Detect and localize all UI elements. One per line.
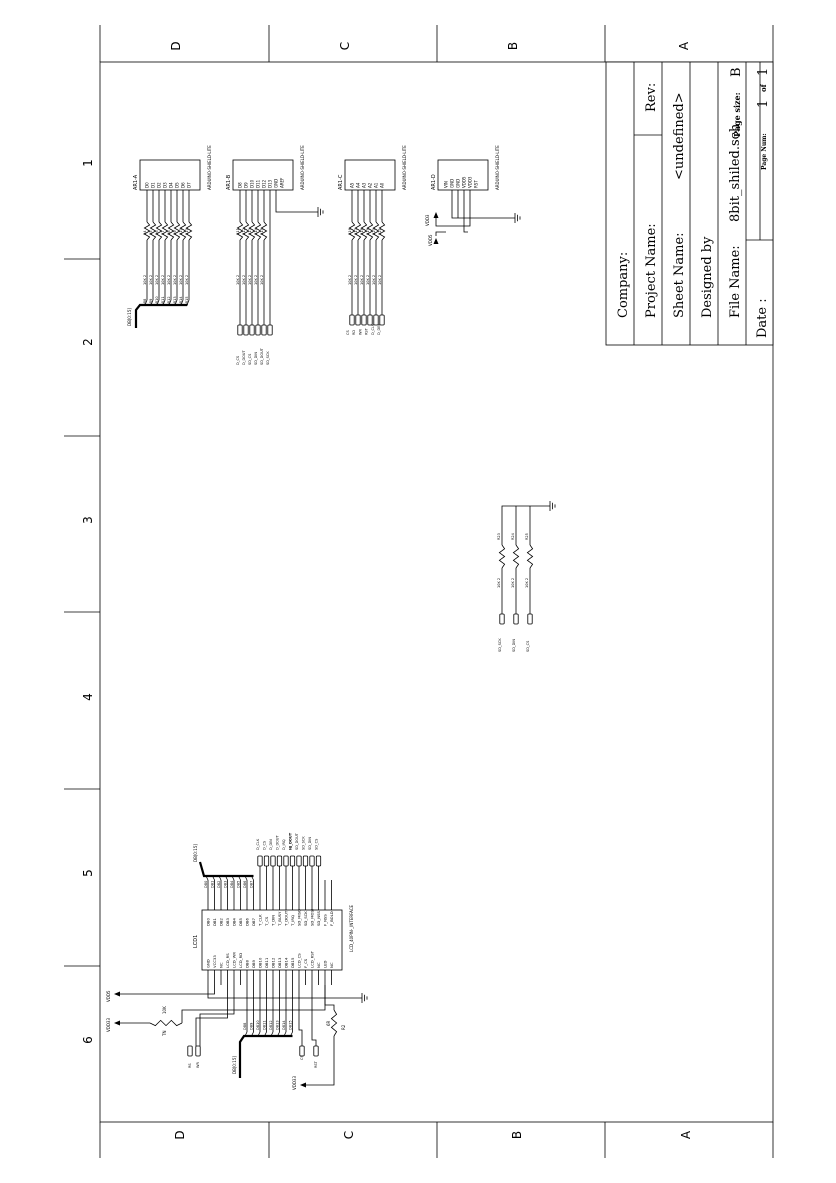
ar1c-net-label: D_DIN — [377, 324, 381, 335]
ar1a-bus-label: DB[0:15] — [127, 308, 132, 326]
lcd-bottom-net-label: DB10 — [256, 1020, 260, 1030]
lcd-left-pin: LCD_RD — [238, 952, 243, 968]
ar1b-net-terminal — [262, 325, 266, 335]
lcd-bottom-net-label: DB14 — [282, 1020, 286, 1030]
lcd-bottom-net-label: DB11 — [262, 1020, 267, 1030]
lcd-left-pin: NC — [329, 962, 334, 968]
ar1c-net-terminal — [362, 315, 366, 325]
lcd-vdd33b-label: VDD33 — [292, 1076, 297, 1090]
ar1b-pin-label: D12 — [261, 179, 267, 188]
ar1b-gnd-wire — [276, 190, 318, 212]
lcd-signal-label: D_CS — [262, 840, 267, 850]
ar1a-net-label: DB11 — [161, 296, 165, 306]
sd-net-label: SD_SCK — [498, 638, 502, 652]
ar1a-pin-label: D4 — [168, 182, 174, 188]
lcd-right-pin: SD_SCK — [303, 911, 308, 926]
ar1b-net-label: SD_DOUT — [260, 348, 264, 365]
ar1d-pin-label: VDD3 — [467, 176, 473, 188]
lcd-right-pin: T_DIN — [270, 914, 276, 926]
lcd-right-pin: DB1 — [212, 918, 217, 926]
lcd-right-pin: DB7 — [251, 918, 256, 926]
ar1a-pin-label: D5 — [174, 182, 180, 188]
lcd-left-pin: LCD_RS — [225, 953, 230, 968]
tb-page-size-value: B — [729, 67, 744, 77]
border-row-label: C — [342, 1130, 356, 1140]
lcd-top-net-label: DB0 — [204, 880, 208, 888]
ar1c-net-terminal — [356, 315, 360, 325]
tb-designed-by: Designed by — [700, 236, 715, 318]
lcd-left-pin: NC — [218, 962, 224, 968]
tb-sheet-name-value: <undefined> — [672, 92, 687, 180]
ar1c-res-ref: R18 — [360, 228, 364, 235]
power-arrow — [434, 212, 439, 218]
ar1b-res-ref: R12 — [242, 228, 246, 235]
ar1b-res-ref: R11 — [236, 228, 240, 235]
ar1c-net-terminal — [368, 315, 372, 325]
sd-net-terminal — [514, 614, 518, 624]
lcd-r2-ref: R2 — [341, 1024, 346, 1030]
power-arrow — [434, 238, 439, 244]
lcd-left-pin: DB9 — [251, 960, 256, 968]
lcd-right-pin: T_DOUT — [283, 910, 289, 926]
lcd-signal-label: SD_DOUT — [295, 833, 299, 850]
lcd-left-pin: GND — [205, 959, 211, 968]
border-col-labels — [81, 159, 95, 1044]
ar1b-pin-label: D10 — [249, 179, 255, 188]
lcd-r2-wire — [325, 985, 334, 1010]
ar1a-pin-label: D3 — [162, 182, 168, 188]
ar1a-res-ref: R5 — [149, 230, 153, 235]
ar1c-res-ref: R19 — [366, 228, 370, 235]
lcd-left-pin: NC — [316, 962, 321, 968]
lcd-vdd5-wire — [120, 985, 215, 994]
tb-page-size-label: Page size: — [732, 92, 742, 137]
ar1c-pin-label: A0 — [379, 182, 385, 188]
border-row-label: A — [677, 41, 691, 51]
ar1b-res-value: 10K 2 — [260, 274, 264, 285]
ar1a-pin-label: D6 — [180, 182, 186, 188]
ar1c-res-value: 10K 2 — [378, 274, 382, 285]
ar1b-pin-label: GND — [273, 178, 279, 188]
ar1a-part: ARDUINO-SHIELD-LITE — [207, 145, 212, 190]
ar1c-net-label: RD — [352, 329, 357, 335]
ar1b-ref: AR1-B — [226, 174, 232, 190]
ar1a-pin-label: D2 — [156, 182, 162, 188]
lcd-signal-terminal — [264, 856, 268, 866]
ar1c-pin-label: A2 — [367, 182, 373, 188]
ar1a-res-ref: R7 — [161, 230, 165, 235]
lcd-signal-terminal — [303, 856, 307, 866]
lcd-left-pin: DB12 — [270, 957, 276, 968]
ar1d-vdd3-label: VDD3 — [425, 214, 430, 226]
tb-date: Date : — [755, 298, 770, 338]
lcd-signal-terminal — [284, 856, 288, 866]
ar1b-net-label: D_CS — [236, 355, 240, 365]
sd-net-terminal — [500, 614, 504, 624]
ar1d-pin-label: RST — [473, 180, 479, 188]
lcd-top-net-label: DB3 — [223, 880, 228, 888]
sd-res-value: 10K 2 — [525, 577, 529, 588]
ar1b-res-value: 10K 2 — [242, 274, 246, 285]
ar1d-part: ARDUINO-SHIELD-LITE — [495, 145, 500, 190]
ar1a-res-ref: R4 — [143, 230, 147, 235]
tb-page-num-label: Page Num: — [761, 133, 768, 170]
lcd-wr-label: WR — [196, 1062, 200, 1068]
ar1c-res-value: 10K 2 — [360, 274, 364, 285]
power-arrow — [114, 992, 120, 997]
ar1a-pin-label: D0 — [144, 182, 150, 188]
ar1a-res-ref: R10 — [185, 228, 189, 235]
border-row-labels-bottom — [173, 1130, 693, 1140]
ar1a-res-value: 10K 2 — [143, 274, 147, 285]
border-col-label: 2 — [81, 338, 95, 346]
lcd-signal-terminal — [316, 856, 320, 866]
border-row-label: D — [169, 41, 183, 51]
ar1a-res-value: 10K 2 — [167, 274, 171, 285]
ar1a-pin-label: D7 — [186, 182, 192, 188]
ar1b-net-label: SD_SCK — [266, 351, 270, 365]
sd-res-ref: R25 — [525, 533, 529, 540]
ar1b-pin-label: D11 — [255, 179, 261, 188]
lcd-left-pin: F_CS — [303, 958, 308, 968]
sd-net-label: SD_CS — [526, 640, 530, 652]
ar1c-net-label: CS — [346, 330, 350, 335]
lcd-left-pin: LED — [322, 960, 328, 968]
ar1c-res-ref: R20 — [372, 228, 376, 235]
ar1b-res-value: 10K 2 — [254, 274, 258, 285]
lcd-bottom-net-label: DB9 — [249, 1022, 254, 1030]
lcd-signal-terminal — [290, 856, 294, 866]
schematic-content — [106, 145, 555, 1090]
lcd-bottom-bus-label: DB[0:15] — [232, 1056, 237, 1074]
title-block — [606, 62, 773, 345]
lcd-left-pin: DB8 — [244, 960, 250, 968]
ar1c-pin-label: A4 — [355, 182, 361, 188]
lcd-rst-label: RST — [314, 1061, 318, 1068]
lcd-signal-label: SD_DIN — [308, 836, 312, 850]
lcd-r2-value: 6R — [326, 1020, 331, 1026]
lcd-bottom-net-label: DB8 — [243, 1022, 247, 1030]
ar1a-net-label: DB9 — [149, 298, 153, 306]
lcd-right-pin: DB6 — [244, 918, 250, 926]
lcd-signal-label: SD_CS — [314, 838, 319, 850]
border-col-label: 6 — [81, 1036, 95, 1044]
lcd-right-pin: DB4 — [231, 918, 237, 926]
ar1d-pin-label: VIN — [443, 181, 449, 188]
ar1a-res-value: 10K 2 — [161, 274, 165, 285]
ar1b-net-label: SD_DIN — [254, 351, 258, 365]
lcd-vdd33-label: VDD33 — [106, 1018, 111, 1032]
lcd-cs-label: CS — [300, 1055, 304, 1060]
ar1a-net-label: DB15 — [185, 296, 189, 306]
ar1d-vdd5-wire — [436, 232, 446, 236]
lcd-right-pin: DB0 — [205, 918, 211, 926]
ar1a-res-ref: R6 — [155, 230, 159, 235]
lcd-top-net-label: DB7 — [249, 880, 254, 888]
lcd-right-pin: F_NSS — [322, 914, 328, 926]
resistor — [527, 545, 532, 568]
lcd-right-pin: DB3 — [225, 918, 230, 926]
ar1a-res-value: 10K 2 — [185, 274, 189, 285]
ar1c-net-terminal — [374, 315, 378, 325]
ar1b-net-terminal — [250, 325, 254, 335]
lcd-rst-terminal — [314, 1046, 318, 1056]
border-row-label: B — [510, 1130, 524, 1140]
lcd-right-pin: SD_NSS — [316, 911, 321, 926]
lcd-left-pin: VCC33 — [212, 955, 217, 968]
ar1a-res-value: 10K 2 — [155, 274, 159, 285]
ar1c-res-value: 10K 2 — [348, 274, 352, 285]
resistor — [150, 1020, 182, 1025]
ar1c-res-ref: R16 — [348, 228, 352, 235]
lcd-ref: LCD1 — [193, 934, 199, 948]
lcd-signal-terminal — [297, 856, 301, 866]
tb-file-name-value: 8bit_shiled.sch — [728, 123, 743, 222]
tb-rev: Rev: — [644, 82, 659, 112]
ar1b-pin-label: D9 — [243, 182, 249, 188]
lcd-top-net-label: DB2 — [217, 880, 221, 888]
lcd-rs-label: RS — [188, 1063, 192, 1068]
ar1c-pin-label: A3 — [361, 182, 367, 188]
ar1c-pin-label: A1 — [373, 182, 379, 188]
lcd-wr-terminal — [196, 1046, 200, 1056]
border-col-label: 5 — [81, 869, 95, 877]
lcd-left-pin: DB15 — [290, 957, 295, 968]
power-arrow — [114, 1021, 120, 1026]
ar1b-net-label: D_DOUT — [242, 350, 246, 365]
tb-page-num-value: 1 — [756, 99, 771, 108]
ar1c-ref: AR1-C — [338, 174, 344, 190]
ar1c-net-label: WR — [358, 329, 363, 335]
ar1d-pin-label: GND — [455, 178, 461, 188]
lcd-left-pin: DB10 — [257, 957, 263, 968]
tb-page-of: of — [759, 84, 768, 92]
ar1b-res-ref: R15 — [260, 228, 264, 235]
ar1a-net-label: DB14 — [179, 296, 183, 306]
ar1a-net-label: DB10 — [155, 296, 159, 306]
ar1b-res-value: 10K 2 — [248, 274, 252, 285]
lcd-top-net-label: DB5 — [236, 880, 241, 888]
lcd-signal-terminal — [258, 856, 262, 866]
ar1a-res-ref: R9 — [173, 230, 177, 235]
lcd-left-pin: DB14 — [283, 957, 289, 968]
lcd-r1-value2: TN — [162, 1030, 167, 1036]
lcd-right-pin: DB2 — [218, 918, 224, 926]
sd-res-value: 10K 2 — [497, 577, 501, 588]
ar1b-net-terminal — [244, 325, 248, 335]
border-row-label: D — [173, 1130, 187, 1140]
lcd-right-pin: SD_MISO — [296, 908, 302, 926]
border-col-label: 3 — [81, 516, 95, 524]
sd-net-terminal — [528, 614, 532, 624]
lcd-bottom-bus — [240, 1036, 293, 1078]
resistor — [331, 1010, 336, 1036]
lcd-right-pin: T_CS — [264, 916, 269, 926]
lcd-signal-label: D_DIN — [269, 839, 273, 850]
ar1c-net-label: D_CLK — [370, 323, 375, 335]
tb-project-name: Project Name: — [644, 223, 659, 318]
ar1b-pin-label: D13 — [267, 179, 273, 188]
ar1a-res-value: 10K 2 — [173, 274, 177, 285]
sd-res-value: 10K 2 — [511, 577, 515, 588]
lcd-signal-terminal — [271, 856, 275, 866]
lcd-signal-label: D_CLK — [256, 838, 260, 850]
ar1d-pin-label: VDD5 — [461, 176, 467, 188]
lcd-signal-terminal — [310, 856, 314, 866]
sd-net-label: SD_DIN — [512, 638, 516, 652]
lcd-left-pin: DB13 — [277, 957, 282, 968]
ar1b-res-value: 10K 2 — [236, 274, 240, 285]
resistor — [499, 545, 504, 568]
tb-company: Company: — [616, 251, 631, 318]
sd-res-ref: R23 — [497, 533, 501, 540]
sd-res-ref: R24 — [511, 533, 515, 540]
ar1c-res-ref: R17 — [354, 228, 358, 235]
lcd-signal-label: SD_SCK — [301, 836, 306, 850]
lcd-bottom-net-label: DB13 — [275, 1020, 280, 1030]
lcd-top-bus-label: DB[0:15] — [193, 844, 198, 862]
lcd-bottom-net-label: DB12 — [269, 1020, 273, 1030]
lcd-left-pin: LCD_RST — [309, 951, 315, 968]
lcd-top-net-label: DB6 — [243, 880, 247, 888]
lcd-right-pin: T_CLK — [257, 914, 263, 926]
ar1a-ref: AR1-A — [133, 174, 139, 190]
ar1b-net-terminal — [238, 325, 242, 335]
lcd-part: LCD_40PIN-_INTERFACE — [349, 904, 354, 952]
border-row-label: A — [679, 1130, 693, 1140]
ar1b-pin-label: D8 — [237, 182, 243, 188]
lcd-right-pin: T_BUSY — [277, 911, 282, 926]
border-row-label: B — [506, 41, 520, 51]
ar1a-res-ref: R8 — [167, 230, 171, 235]
ar1c-net-terminal — [380, 315, 384, 325]
ar1c-res-value: 10K 2 — [366, 274, 370, 285]
lcd-signal-label: D_IRQ — [282, 839, 286, 850]
lcd-rst-wire — [312, 985, 316, 1046]
border-col-label: 1 — [81, 159, 95, 167]
ar1b-pin-label: AREF — [279, 177, 285, 188]
ar1a-net-label: DB12 — [167, 296, 171, 306]
lcd-top-net-label: DB4 — [230, 880, 234, 888]
lcd-signal-terminal — [277, 856, 281, 866]
ar1c-pin-label: A5 — [349, 182, 355, 188]
border-row-label: C — [338, 41, 352, 51]
ar1b-res-ref: R13 — [248, 228, 252, 235]
lcd-left-pin: DB11 — [264, 957, 269, 968]
ar1b-net-label: SD_CS — [248, 353, 252, 365]
ar1a-res-ref: R10 — [179, 228, 183, 235]
ar1a-net-label: DB8 — [143, 298, 147, 306]
lcd-gnd-wire — [208, 985, 362, 998]
tb-page-total: 1 — [756, 67, 771, 76]
ar1d-ref: AR1-D — [431, 174, 437, 190]
ar1c-res-value: 10K 2 — [354, 274, 358, 285]
lcd-r2-wire — [306, 1036, 334, 1085]
ar1c-part: ARDUINO-SHIELD-LITE — [402, 145, 407, 190]
tb-file-name-label: File Name: — [728, 245, 743, 318]
ar1a-net-label: DB13 — [173, 296, 177, 306]
resistor — [513, 545, 518, 568]
lcd-right-pin: SD_MOSI — [309, 908, 315, 926]
ar1b-net-terminal — [256, 325, 260, 335]
lcd-left-pin: LCD_CS — [296, 953, 302, 968]
power-arrow — [300, 1083, 306, 1088]
lcd-top-bus — [200, 862, 254, 876]
ar1d-vdd5-label: VDD5 — [428, 234, 433, 246]
lcd-rs-terminal — [188, 1046, 192, 1056]
ar1d-gnd-wire — [452, 190, 515, 218]
ar1c-net-label: RST — [364, 328, 369, 335]
ar1a-res-value: 10K 2 — [149, 274, 153, 285]
lcd-top-net-label: DB1 — [210, 880, 215, 888]
ar1b-res-ref: R14 — [254, 228, 258, 235]
lcd-signal-label: NJ_DOUT — [288, 832, 293, 850]
ar1d-vdd3-wire — [436, 190, 470, 226]
border-col-label: 4 — [81, 693, 95, 701]
lcd-cs-wire — [299, 985, 302, 1046]
lcd-r1-value: 10K — [162, 1006, 167, 1014]
lcd-signal-label: D_DOUT — [275, 835, 280, 850]
border-row-labels-top — [169, 41, 691, 51]
ar1b-part: ARDUINO-SHIELD-LITE — [300, 145, 305, 190]
lcd-right-pin: F_BOLD — [329, 911, 334, 926]
lcd-bottom-net-label: DB15 — [288, 1020, 293, 1030]
lcd-vdd5-label: VDD5 — [106, 990, 111, 1002]
ar1a-pin-label: D1 — [150, 182, 156, 188]
ar1a-res-value: 10K 2 — [179, 274, 183, 285]
tb-sheet-name-label: Sheet Name: — [672, 232, 687, 318]
ar1d-pin-label: GND — [449, 178, 455, 188]
lcd-left-pin: LCD_WR — [231, 952, 237, 968]
ar1c-res-ref: R21 — [378, 228, 382, 235]
lcd-right-pin: T_IRQ — [290, 915, 295, 926]
ar1c-res-value: 10K 2 — [372, 274, 376, 285]
ar1b-net-terminal — [268, 325, 272, 335]
lcd-cs-terminal — [300, 1046, 304, 1056]
ar1c-net-terminal — [350, 315, 354, 325]
ar1a-bus — [136, 305, 187, 328]
lcd-right-pin: DB5 — [238, 918, 243, 926]
